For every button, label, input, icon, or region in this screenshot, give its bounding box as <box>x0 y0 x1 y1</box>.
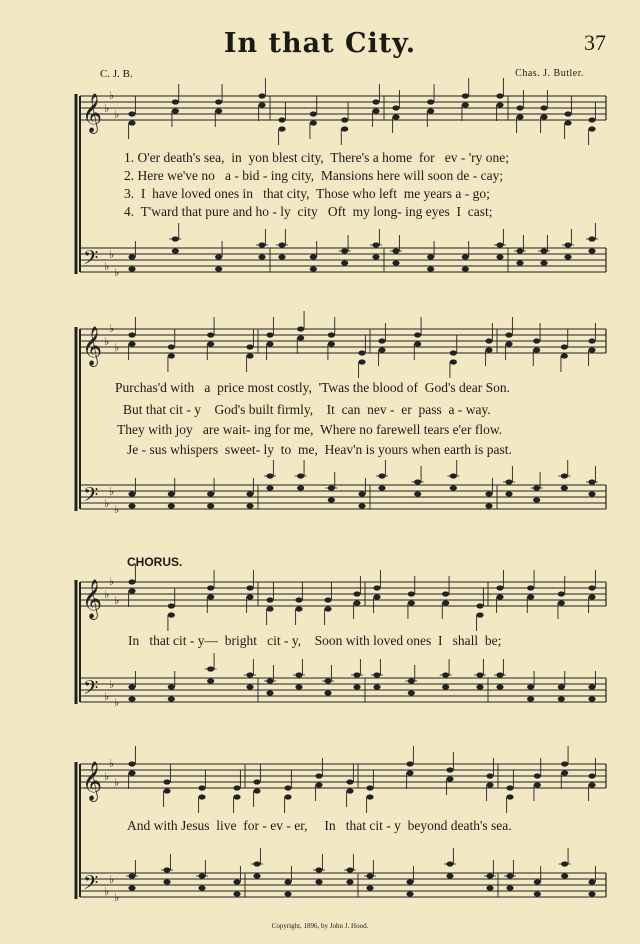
note-head <box>278 254 285 259</box>
lyric-line: Je - sus whispers sweet- ly to me, Heav'n is yours when earth is past. <box>127 442 512 457</box>
note-head <box>485 338 492 343</box>
note-head <box>266 485 273 490</box>
note-head <box>366 785 373 790</box>
note-head <box>505 491 512 496</box>
note-head <box>284 891 291 896</box>
note-head <box>446 776 453 781</box>
note-head <box>358 359 365 364</box>
note-head <box>215 99 222 104</box>
clef-icon: 𝄢 <box>83 871 99 899</box>
note-head <box>534 891 541 896</box>
note-head <box>485 491 492 496</box>
note-head <box>168 603 175 608</box>
note-head <box>486 885 493 890</box>
note-head <box>372 99 379 104</box>
note-head <box>427 254 434 259</box>
flat-icon: ♭ <box>114 776 120 789</box>
note-head <box>198 785 205 790</box>
note-head <box>297 335 304 340</box>
note-head <box>258 102 265 107</box>
note-head <box>588 585 595 590</box>
note-head <box>516 260 523 265</box>
note-head <box>476 684 483 689</box>
flat-icon: ♭ <box>109 575 115 588</box>
note-head <box>496 254 503 259</box>
note-head <box>505 341 512 346</box>
note-head <box>295 606 302 611</box>
note-head <box>485 503 492 508</box>
note-head <box>450 350 457 355</box>
note-head <box>163 879 170 884</box>
note-head <box>246 491 253 496</box>
note-head <box>588 347 595 352</box>
flat-icon: ♭ <box>104 885 110 898</box>
note-head <box>324 597 331 602</box>
clef-icon: 𝄞 <box>82 579 103 619</box>
note-head <box>561 485 568 490</box>
flat-icon: ♭ <box>109 248 115 261</box>
note-head <box>373 585 380 590</box>
note-head <box>128 120 135 125</box>
note-head <box>496 594 503 599</box>
note-head <box>353 600 360 605</box>
flat-icon: ♭ <box>104 588 110 601</box>
note-head <box>564 111 571 116</box>
note-head <box>534 782 541 787</box>
note-head <box>207 341 214 346</box>
flat-icon: ♭ <box>104 335 110 348</box>
lyric-line: 3. I have loved ones in that city, Those who left me years a - go; <box>124 186 490 201</box>
note-head <box>128 491 135 496</box>
note-head <box>215 266 222 271</box>
note-head <box>328 341 335 346</box>
note-head <box>406 891 413 896</box>
note-head <box>128 332 135 337</box>
note-head <box>527 585 534 590</box>
note-head <box>427 99 434 104</box>
note-head <box>341 117 348 122</box>
flat-icon: ♭ <box>114 594 120 607</box>
note-head <box>392 105 399 110</box>
note-head <box>128 341 135 346</box>
note-head <box>253 779 260 784</box>
note-head <box>427 266 434 271</box>
note-head <box>128 579 135 584</box>
note-head <box>353 684 360 689</box>
note-head <box>450 359 457 364</box>
note-head <box>172 99 179 104</box>
lyric-line: 1. O'er death's sea, in yon blest city, There's a home for ev - 'ry one; <box>124 150 509 165</box>
note-head <box>427 108 434 113</box>
note-head <box>233 891 240 896</box>
note-head <box>588 696 595 701</box>
note-head <box>246 585 253 590</box>
note-head <box>372 108 379 113</box>
note-head <box>527 696 534 701</box>
note-head <box>366 794 373 799</box>
note-head <box>561 353 568 358</box>
flat-icon: ♭ <box>114 341 120 354</box>
note-head <box>315 879 322 884</box>
note-head <box>278 126 285 131</box>
note-head <box>588 684 595 689</box>
note-head <box>373 684 380 689</box>
note-head <box>198 794 205 799</box>
note-head <box>207 594 214 599</box>
note-head <box>253 873 260 878</box>
note-head <box>516 105 523 110</box>
note-head <box>462 266 469 271</box>
note-head <box>128 588 135 593</box>
note-head <box>534 879 541 884</box>
lyric-line: 4. T'ward that pure and ho - ly city Oft my long- ing eyes I cast; <box>124 204 493 219</box>
lyric-line: But that cit - y God's built firmly, It can nev - er pass a - way. <box>123 402 491 417</box>
note-head <box>310 266 317 271</box>
flat-icon: ♭ <box>114 503 120 516</box>
lyric-line: 2. Here we've no a - bid - ing city, Mansions here will soon de - cay; <box>124 168 504 183</box>
flat-icon: ♭ <box>109 89 115 102</box>
note-head <box>168 612 175 617</box>
note-head <box>408 591 415 596</box>
flat-icon: ♭ <box>104 260 110 273</box>
note-head <box>505 332 512 337</box>
note-head <box>168 353 175 358</box>
note-head <box>588 338 595 343</box>
note-head <box>540 260 547 265</box>
note-head <box>462 93 469 98</box>
note-head <box>378 347 385 352</box>
note-head <box>266 606 273 611</box>
flat-icon: ♭ <box>109 678 115 691</box>
note-head <box>341 126 348 131</box>
note-head <box>561 873 568 878</box>
note-head <box>324 690 331 695</box>
note-head <box>128 684 135 689</box>
note-head <box>358 350 365 355</box>
note-head <box>496 102 503 107</box>
note-head <box>128 111 135 116</box>
note-head <box>358 503 365 508</box>
flat-icon: ♭ <box>104 497 110 510</box>
note-head <box>506 885 513 890</box>
note-head <box>564 120 571 125</box>
note-head <box>246 344 253 349</box>
note-head <box>215 254 222 259</box>
note-head <box>540 114 547 119</box>
note-head <box>346 788 353 793</box>
note-head <box>558 591 565 596</box>
note-head <box>378 485 385 490</box>
note-head <box>408 690 415 695</box>
note-head <box>564 254 571 259</box>
note-head <box>295 597 302 602</box>
note-head <box>406 879 413 884</box>
flat-icon: ♭ <box>104 690 110 703</box>
lyric-line: Purchas'd with a price most costly, 'Twas the blood of God's dear Son. <box>115 380 511 395</box>
note-head <box>496 585 503 590</box>
note-head <box>588 248 595 253</box>
flat-icon: ♭ <box>109 322 115 335</box>
note-head <box>450 485 457 490</box>
note-head <box>163 779 170 784</box>
note-head <box>215 108 222 113</box>
note-head <box>128 503 135 508</box>
note-head <box>527 594 534 599</box>
note-head <box>266 332 273 337</box>
note-head <box>346 879 353 884</box>
note-head <box>315 782 322 787</box>
note-head <box>496 684 503 689</box>
note-head <box>486 773 493 778</box>
note-head <box>310 111 317 116</box>
clef-icon: 𝄞 <box>82 93 103 133</box>
note-head <box>414 491 421 496</box>
note-head <box>295 684 302 689</box>
note-head <box>310 254 317 259</box>
note-head <box>246 353 253 358</box>
note-head <box>172 248 179 253</box>
flat-icon: ♭ <box>109 485 115 498</box>
note-head <box>328 332 335 337</box>
note-head <box>485 347 492 352</box>
note-head <box>476 603 483 608</box>
note-head <box>462 254 469 259</box>
note-head <box>266 690 273 695</box>
note-head <box>558 600 565 605</box>
note-head <box>506 794 513 799</box>
note-head <box>372 254 379 259</box>
note-head <box>233 785 240 790</box>
note-head <box>534 773 541 778</box>
clef-icon: 𝄢 <box>83 676 99 704</box>
note-head <box>406 761 413 766</box>
note-head <box>246 594 253 599</box>
note-head <box>315 773 322 778</box>
note-head <box>496 93 503 98</box>
note-head <box>128 254 135 259</box>
note-head <box>476 612 483 617</box>
chorus-lyric-line: And with Jesus live for - ev - er, In that cit - y beyond death's sea. <box>127 818 512 833</box>
note-head <box>533 338 540 343</box>
note-head <box>588 126 595 131</box>
chorus-lyric-line: In that cit - y— bright cit - y, Soon with loved ones I shall be; <box>128 633 502 648</box>
note-head <box>588 491 595 496</box>
note-head <box>561 770 568 775</box>
chorus-label: CHORUS. <box>127 555 183 569</box>
note-head <box>168 696 175 701</box>
note-head <box>233 879 240 884</box>
note-head <box>198 885 205 890</box>
note-head <box>392 114 399 119</box>
clef-icon: 𝄢 <box>83 483 99 511</box>
clef-icon: 𝄞 <box>82 761 103 801</box>
note-head <box>128 761 135 766</box>
note-head <box>533 347 540 352</box>
note-head <box>284 794 291 799</box>
note-head <box>207 585 214 590</box>
note-head <box>353 591 360 596</box>
note-head <box>533 497 540 502</box>
note-head <box>358 491 365 496</box>
copyright-notice: Copyright, 1896, by John J. Hood. <box>271 922 369 930</box>
note-head <box>168 344 175 349</box>
flat-icon: ♭ <box>109 873 115 886</box>
note-head <box>168 491 175 496</box>
arranger-credit: Chas. J. Butler. <box>515 68 584 79</box>
note-head <box>278 117 285 122</box>
note-head <box>207 678 214 683</box>
note-head <box>414 332 421 337</box>
flat-icon: ♭ <box>114 696 120 709</box>
note-head <box>558 696 565 701</box>
note-head <box>558 684 565 689</box>
note-head <box>392 260 399 265</box>
note-head <box>588 782 595 787</box>
note-head <box>588 773 595 778</box>
note-head <box>207 491 214 496</box>
note-head <box>266 341 273 346</box>
note-head <box>207 332 214 337</box>
note-head <box>561 344 568 349</box>
note-head <box>168 503 175 508</box>
note-head <box>486 782 493 787</box>
note-head <box>588 879 595 884</box>
clef-icon: 𝄞 <box>82 326 103 366</box>
flat-icon: ♭ <box>114 891 120 904</box>
note-head <box>462 102 469 107</box>
note-head <box>406 770 413 775</box>
note-head <box>163 788 170 793</box>
page-number: 37 <box>584 30 606 55</box>
note-head <box>310 120 317 125</box>
note-head <box>446 767 453 772</box>
composer-credit: C. J. B. <box>100 68 133 80</box>
note-head <box>346 779 353 784</box>
flat-icon: ♭ <box>109 757 115 770</box>
note-head <box>246 503 253 508</box>
hymn-title: In that City. <box>223 28 417 59</box>
note-head <box>324 606 331 611</box>
note-head <box>297 326 304 331</box>
flat-icon: ♭ <box>114 108 120 121</box>
note-head <box>414 341 421 346</box>
flat-icon: ♭ <box>104 770 110 783</box>
note-head <box>258 93 265 98</box>
flat-icon: ♭ <box>104 102 110 115</box>
note-head <box>527 684 534 689</box>
flat-icon: ♭ <box>114 266 120 279</box>
note-head <box>284 785 291 790</box>
note-head <box>172 108 179 113</box>
note-head <box>408 600 415 605</box>
note-head <box>561 761 568 766</box>
note-head <box>246 684 253 689</box>
note-head <box>128 770 135 775</box>
note-head <box>207 503 214 508</box>
clef-icon: 𝄢 <box>83 246 99 274</box>
note-head <box>328 497 335 502</box>
note-head <box>128 266 135 271</box>
note-head <box>588 594 595 599</box>
note-head <box>442 600 449 605</box>
note-head <box>253 788 260 793</box>
note-head <box>442 591 449 596</box>
note-head <box>588 117 595 122</box>
note-head <box>128 885 135 890</box>
lyric-line: They with joy are wait- ing for me, Where no farewell tears e'er flow. <box>117 422 503 437</box>
note-head <box>233 794 240 799</box>
note-head <box>378 338 385 343</box>
note-head <box>516 114 523 119</box>
note-head <box>442 684 449 689</box>
note-head <box>366 885 373 890</box>
note-head <box>446 873 453 878</box>
note-head <box>258 254 265 259</box>
note-head <box>506 785 513 790</box>
note-head <box>168 684 175 689</box>
note-head <box>297 485 304 490</box>
note-head <box>266 597 273 602</box>
note-head <box>373 594 380 599</box>
note-head <box>128 696 135 701</box>
note-head <box>588 891 595 896</box>
note-head <box>540 105 547 110</box>
note-head <box>341 260 348 265</box>
note-head <box>284 879 291 884</box>
